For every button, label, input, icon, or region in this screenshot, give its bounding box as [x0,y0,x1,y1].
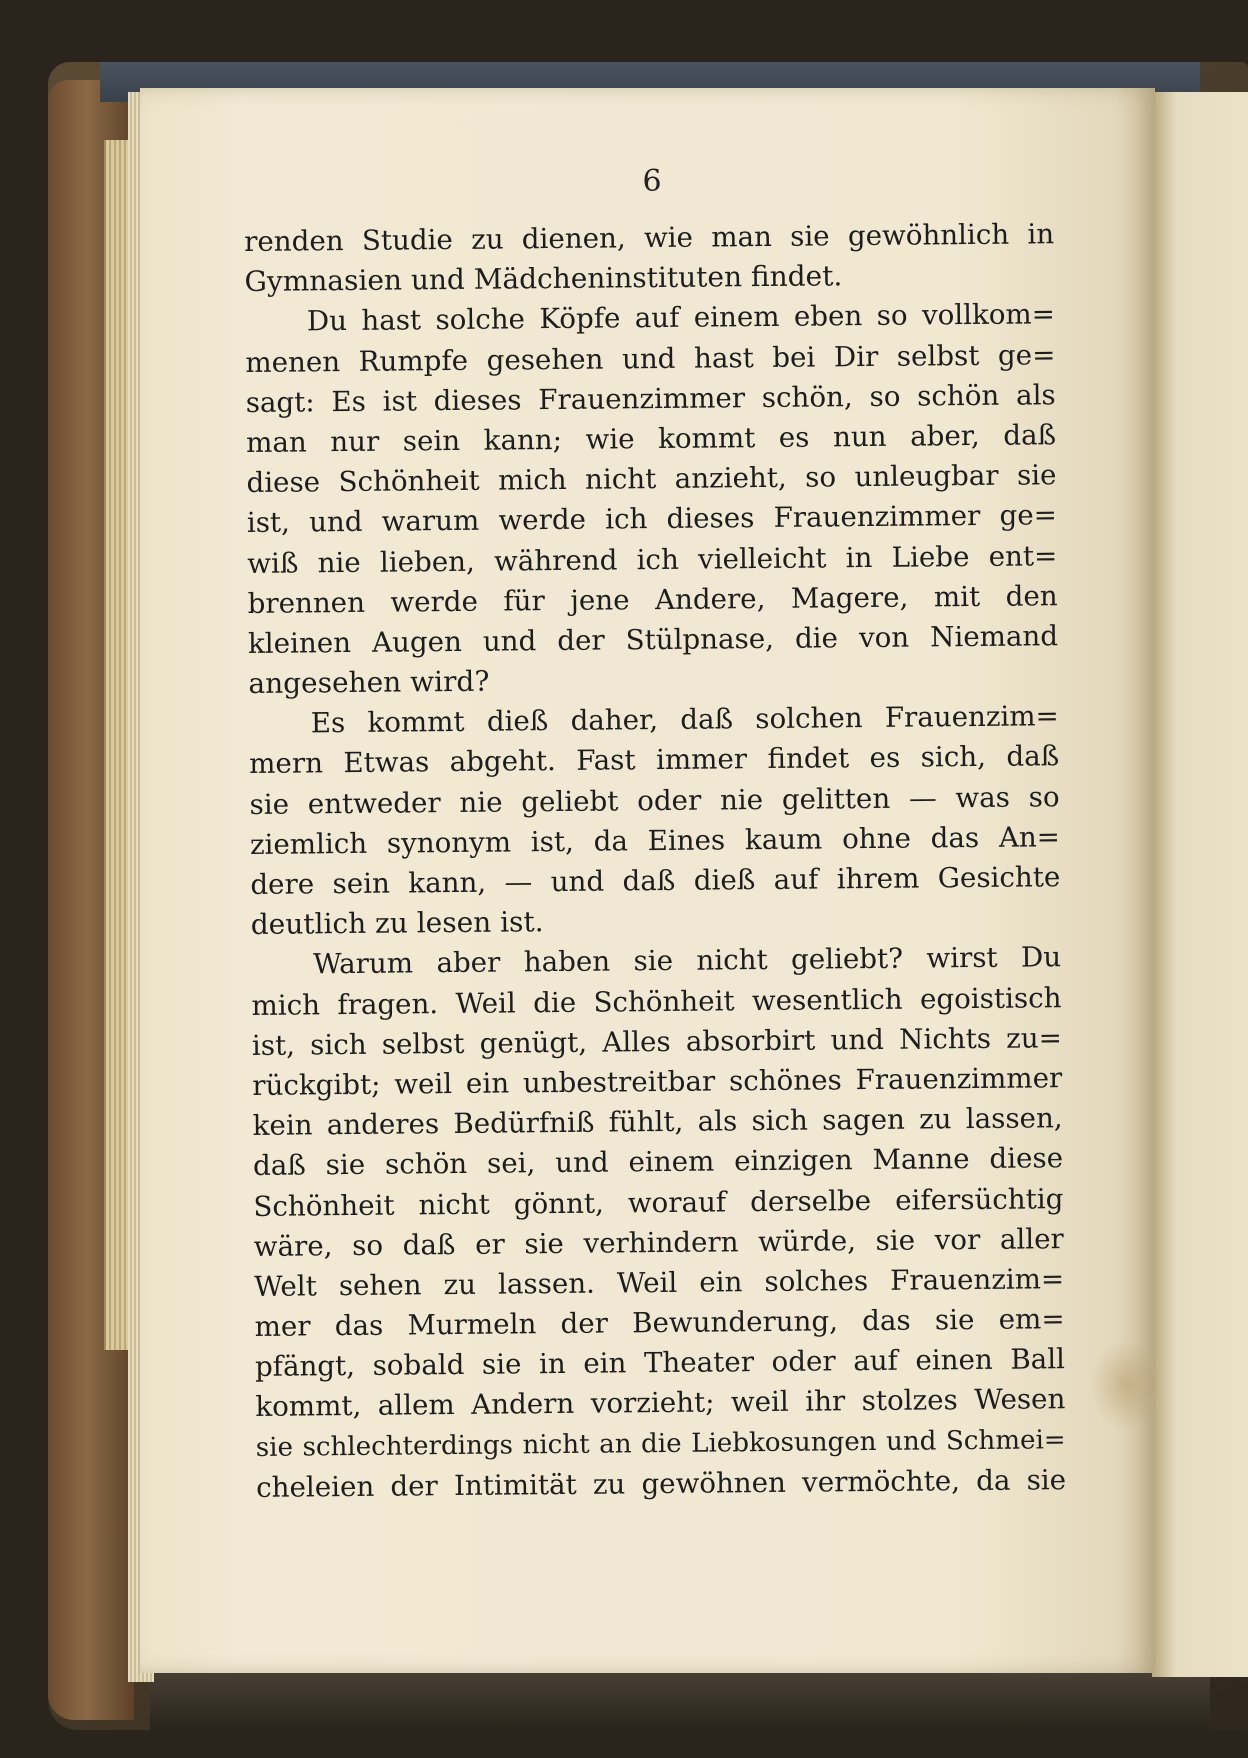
text-line: ist, und warum werde ich dieses Frauenzimmer ge= [246,498,1058,540]
text-line: renden Studie zu dienen, wie man sie gewöhnlich in [244,217,1055,258]
text-line: mich fragen. Weil die Schönheit wesentlich egoistisch [251,980,1062,1022]
text-line: sagt: Es ist dieses Frauenzimmer schön, so schön als [245,377,1056,419]
body-text [244,214,1066,1508]
text-line: Du hast solche Köpfe auf einem eben so vollkom= [306,297,1056,338]
text-line: sie schlechterdings nicht an die Liebkosungen und Schmei= [255,1424,1066,1463]
text-line: Schönheit nicht gönnt, worauf derselbe eifersüchtig [253,1181,1064,1223]
cover-edge-bottom [150,1668,1210,1730]
text-line: daß sie schön sei, und einem einzigen Manne diese [252,1141,1064,1183]
text-line: ziemlich synonym ist, da Eines kaum ohne das An= [249,820,1061,861]
text-line: diese Schönheit mich nicht anzieht, so unleugbar sie [246,458,1057,500]
text-line: angesehen wird? [248,664,490,701]
text-line: kommt, allem Andern vorzieht; weil ihr stolzes Wesen [255,1382,1066,1424]
paper-stain [1090,1340,1160,1430]
text-line: dere sein kann, — und daß dieß auf ihrem Gesichte [250,860,1061,901]
text-line: ist, sich selbst genügt, Alles absorbirt und Nichts zu= [251,1020,1063,1062]
text-line: kein anderes Bedürfniß fühlt, als sich sagen zu lassen, [252,1101,1063,1143]
text-line: mern Etwas abgeht. Fast immer findet es sich, daß [249,739,1060,781]
text-line: pfängt, sobald sie in ein Theater oder auf einen Ball [254,1342,1066,1384]
text-line: mer das Murmeln der Bewunderung, das sie em= [254,1302,1065,1344]
text-line: Gymnasien und Mädcheninstituten findet. [244,259,843,299]
text-line: man nur sein kann; wie kommt es nun aber, daß [245,418,1057,459]
text-line: cheleien der Intimität zu gewöhnen vermöchte, da sie [255,1462,1067,1504]
text-line: wiß nie lieben, während ich vielleicht in Liebe ent= [247,538,1058,580]
text-line: wäre, so daß er sie verhindern würde, sie vor aller [253,1221,1064,1263]
facing-page [1152,92,1248,1677]
text-line: brennen werde für jene Andere, Magere, mit den [247,578,1058,620]
text-line: Warum aber haben sie nicht geliebt? wirst Du [312,940,1062,981]
text-line: Es kommt dieß daher, daß solchen Frauenzim= [310,699,1059,740]
text-line: kleinen Augen und der Stülpnase, die von Niemand [247,619,1059,660]
text-line: sie entweder nie geliebt oder nie gelitten — was so [249,779,1060,821]
text-line: Welt sehen zu lassen. Weil ein solches Frauenzim= [254,1262,1065,1303]
text-line: menen Rumpfe gesehen und hast bei Dir selbst ge= [245,337,1056,379]
text-line: deutlich zu lesen ist. [250,905,544,942]
text-line: rückgibt; weil ein unbestreitbar schönes Frauenzimmer [252,1061,1063,1102]
page-number: 6 [642,164,662,199]
